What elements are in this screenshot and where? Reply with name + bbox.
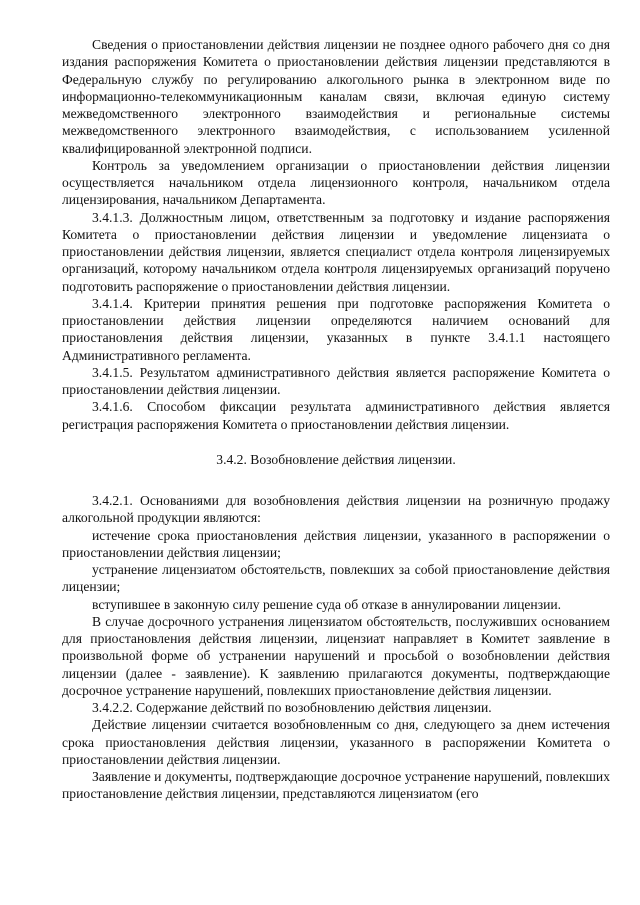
paragraph-notification-control: Контроль за уведомлением организации о приостановлении действия лицензии осуществляется начальником отдела лицензионного контроля, начальником отдела лицензирования, начальником Департамента. [62, 157, 610, 208]
paragraph-info-submission: Сведения о приостановлении действия лицензии не позднее одного рабочего дня со дня издания распоряжения Комитета о приостановлении действия лицензии представляются в Федеральную службу по регулированию алкогольного рынка в электронном виде по информационно-телекоммуникационным каналам связи, включая единую систему межведомственного электронного взаимодействия и региональные системы межведомственного электронного взаимодействия, с использованием усиленной квалифицированной электронной подписи. [62, 37, 610, 156]
paragraph-3-4-2-1: 3.4.2.1. Основаниями для возобновления действия лицензии на розничную продажу алкогольной продукции являются: [62, 493, 610, 526]
list-item-circumstances-removed: устранение лицензиатом обстоятельств, повлекших за собой приостановление действия лицензии; [62, 562, 610, 595]
paragraph-application-documents: Заявление и документы, подтверждающие досрочное устранение нарушений, повлекших приостановление действия лицензии, представляются лицензиатом (его [62, 769, 610, 802]
paragraph-early-elimination: В случае досрочного устранения лицензиатом обстоятельств, послуживших основанием для приостановления действия лицензии, лицензиат направляет в Комитет заявление в произвольной форме об устранении нарушений и просьбой о возобновлении действия лицензии (далее - заявление). К заявлению прилагаются документы, подтверждающие досрочное устранение нарушений, повлекших приостановление действия лицензии. [62, 613, 610, 698]
paragraph-3-4-1-5: 3.4.1.5. Результатом административного действия является распоряжение Комитета о приостановлении действия лицензии. [62, 364, 610, 397]
paragraph-3-4-1-3: 3.4.1.3. Должностным лицом, ответственным за подготовку и издание распоряжения Комитета о приостановлении действия лицензии и уведомление лицензиата о приостановлении действия лицензии, является специалист отдела контроля лицензируемых организаций, которому начальником отдела контроля лицензируемых организаций поручено подготовить распоряжение о приостановлении действия лицензии. [62, 209, 610, 294]
paragraph-3-4-1-6: 3.4.1.6. Способом фиксации результата административного действия является регистрация распоряжения Комитета о приостановлении действия лицензии. [62, 399, 610, 432]
paragraph-renewal-date: Действие лицензии считается возобновленным со дня, следующего за днем истечения срока приостановления действия лицензии, указанного в распоряжении Комитета о приостановлении действия лицензии. [62, 717, 610, 767]
document-page [62, 36, 610, 803]
paragraph-3-4-2-2: 3.4.2.2. Содержание действий по возобновлению действия лицензии. [92, 700, 492, 715]
list-item-suspension-expiry: истечение срока приостановления действия лицензии, указанного в распоряжении о приостановлении действия лицензии; [62, 527, 610, 560]
section-heading: 3.4.2. Возобновление действия лицензии. [216, 451, 456, 467]
paragraph-3-4-1-4: 3.4.1.4. Критерии принятия решения при подготовке распоряжения Комитета о приостановлении действия лицензии определяются наличием оснований для приостановления действия лицензии, указанных в пункте 3.4.1.1 настоящего Административного регламента. [62, 295, 610, 363]
list-item-court-decision: вступившее в законную силу решение суда об отказе в аннулировании лицензии. [92, 596, 562, 612]
